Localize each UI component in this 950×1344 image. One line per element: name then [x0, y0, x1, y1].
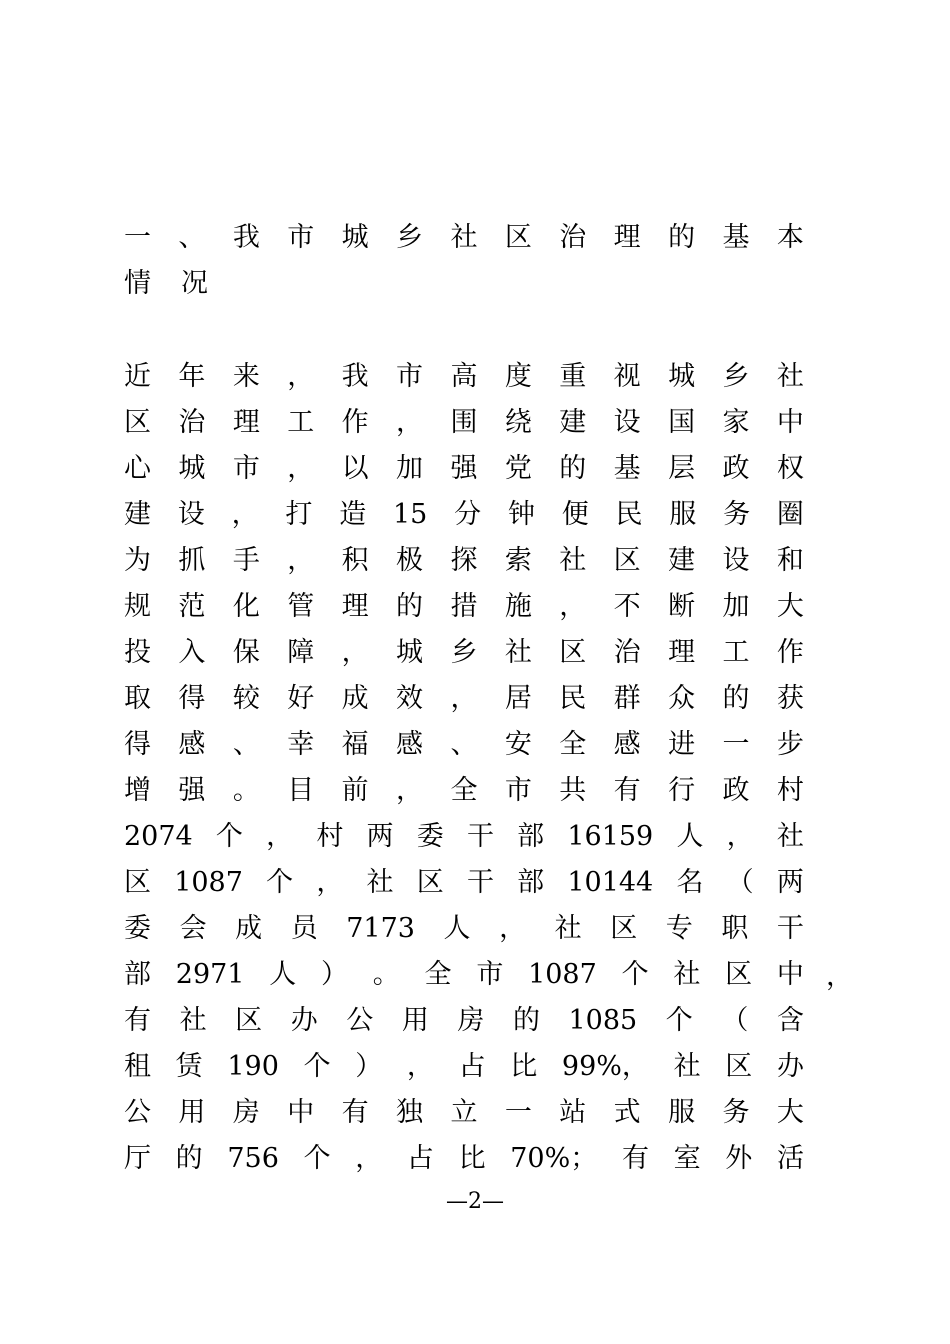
text-token: 有 [613, 775, 641, 806]
body-line [124, 492, 804, 538]
text-token: 全 [559, 729, 587, 760]
text-token: 获 [776, 683, 804, 714]
text-token: 我 [341, 361, 369, 392]
text-token: 办 [290, 1005, 318, 1036]
text-token: ） [355, 1051, 383, 1082]
text-token: 区 [124, 867, 151, 898]
text-token: 委 [124, 913, 151, 944]
body-line [124, 446, 804, 492]
text-token: 共 [559, 775, 587, 806]
text-token: 的 [512, 1005, 540, 1036]
text-token: 务 [723, 499, 751, 530]
text-token: 活 [776, 1143, 804, 1174]
page-number: —2— [446, 1189, 504, 1214]
body-line [124, 814, 804, 860]
text-token: 居 [504, 683, 532, 714]
text-token: 的 [722, 683, 750, 714]
text-token: ， [450, 683, 478, 714]
body-line [124, 1090, 804, 1136]
text-token: 理 [668, 637, 696, 668]
text-token: 市 [287, 222, 315, 253]
text-token: 手 [232, 545, 260, 576]
text-token: 理 [232, 407, 260, 438]
text-token: 基 [613, 453, 641, 484]
text-token: 强 [178, 775, 206, 806]
text-token: ， [559, 591, 587, 622]
heading-line [124, 215, 804, 261]
text-token: ， [316, 867, 344, 898]
text-token: 成 [341, 683, 369, 714]
text-token: 党 [504, 453, 532, 484]
text-token: 福 [341, 729, 369, 760]
text-token: 安 [504, 729, 532, 760]
text-token: 感 [613, 729, 641, 760]
text-token: 有 [621, 1143, 649, 1174]
text-token: 城 [396, 637, 424, 668]
text-token: 区 [559, 637, 587, 668]
text-token: 化 [232, 591, 260, 622]
overflow-punctuation: ， [826, 961, 853, 992]
text-token: 两 [776, 867, 804, 898]
text-token: 外 [725, 1143, 753, 1174]
text-token: 市 [396, 361, 424, 392]
text-token: 区 [610, 913, 638, 944]
text-token: 的 [396, 591, 424, 622]
text-token: 房 [457, 1005, 485, 1036]
body-line [124, 722, 804, 768]
text-token: 公 [124, 1097, 151, 1128]
text-token: 行 [668, 775, 696, 806]
text-token: 名 [676, 867, 704, 898]
text-token: 不 [613, 591, 641, 622]
text-token: 群 [613, 683, 641, 714]
text-token: 圈 [776, 499, 804, 530]
text-token: 有 [341, 1097, 369, 1128]
text-token: 度 [504, 361, 532, 392]
text-token: 中 [776, 959, 804, 990]
text-token: ， [726, 821, 754, 852]
text-token: 幸 [287, 729, 315, 760]
text-token: 分 [454, 499, 482, 530]
text-token: 干 [466, 867, 494, 898]
text-token: 感 [396, 729, 424, 760]
text-token: 2074 [124, 821, 193, 852]
body-line [124, 676, 804, 722]
text-token: 民 [559, 683, 587, 714]
text-token: 村 [316, 821, 344, 852]
text-token: 政 [722, 775, 750, 806]
text-token: 有 [124, 1005, 151, 1036]
text-token: 国 [668, 407, 696, 438]
text-token: 。 [372, 959, 400, 990]
text-token: 市 [232, 453, 260, 484]
text-token: 16159 [567, 821, 654, 852]
text-token: 职 [721, 913, 749, 944]
text-token: 理 [341, 591, 369, 622]
text-token: 员 [290, 913, 318, 944]
text-token: 抓 [178, 545, 206, 576]
body-line [124, 630, 804, 676]
body-line [124, 538, 804, 584]
text-token: 作 [776, 637, 804, 668]
text-token: ， [355, 1143, 383, 1174]
text-token: 社 [776, 821, 804, 852]
text-token: 赁 [175, 1051, 203, 1082]
text-token: 个 [303, 1143, 331, 1174]
text-token: 、 [232, 729, 260, 760]
text-token: 区 [725, 959, 753, 990]
text-token: 心 [124, 453, 151, 484]
text-token: 城 [178, 453, 206, 484]
text-token: 作 [341, 407, 369, 438]
text-token: 社 [559, 545, 587, 576]
text-token: 独 [396, 1097, 424, 1128]
text-token: （ [726, 867, 754, 898]
text-token: 人 [676, 821, 704, 852]
text-token: 社 [554, 913, 582, 944]
text-token: 7173 [346, 913, 415, 944]
text-token: 含 [776, 1005, 804, 1036]
text-token: 民 [615, 499, 643, 530]
text-token: 人 [443, 913, 471, 944]
text-token: 投 [124, 637, 151, 668]
text-token: 高 [450, 361, 478, 392]
text-token: 钟 [507, 499, 535, 530]
text-token: 近 [124, 361, 151, 392]
text-token: 个 [215, 821, 243, 852]
text-token: 用 [178, 1097, 206, 1128]
text-token: ， [341, 637, 369, 668]
text-token: 来 [232, 361, 260, 392]
text-token: ） [321, 959, 349, 990]
text-token: 治 [178, 407, 206, 438]
text-token: 绕 [504, 407, 532, 438]
body-line [124, 768, 804, 814]
text-token: 感 [178, 729, 206, 760]
text-token: 年 [178, 361, 206, 392]
text-token: 人 [269, 959, 297, 990]
text-token: 委 [416, 821, 444, 852]
text-token: ， [406, 1051, 434, 1082]
text-token: 租 [124, 1051, 151, 1082]
text-token: 建 [668, 545, 696, 576]
text-token: 加 [722, 591, 750, 622]
text-token: 和 [776, 545, 804, 576]
text-token: 中 [776, 407, 804, 438]
text-token: 政 [722, 453, 750, 484]
text-token: 社 [504, 637, 532, 668]
text-token: 、 [178, 222, 206, 253]
text-token: 全 [450, 775, 478, 806]
text-token: 打 [285, 499, 313, 530]
text-token: 会 [179, 913, 207, 944]
text-token: 1087 [174, 867, 243, 898]
text-token: 专 [665, 913, 693, 944]
text-token: ， [287, 361, 315, 392]
text-token: 规 [124, 591, 151, 622]
text-token: 190 [227, 1051, 279, 1082]
text-token: （ [721, 1005, 749, 1036]
text-token: 步 [776, 729, 804, 760]
text-token: 好 [287, 683, 315, 714]
text-token: 比 [510, 1051, 538, 1082]
text-token: ， [499, 913, 527, 944]
text-token: 全 [424, 959, 452, 990]
text-token: 设 [613, 407, 641, 438]
text-token: 层 [668, 453, 696, 484]
text-token: 大 [776, 1097, 804, 1128]
text-token: 治 [613, 637, 641, 668]
text-token: 区 [124, 407, 151, 438]
text-token: ， [396, 407, 424, 438]
text-token: 家 [722, 407, 750, 438]
text-token: 两 [366, 821, 394, 852]
text-token: 务 [722, 1097, 750, 1128]
text-token: 情 [124, 268, 151, 299]
text-token: 部 [517, 821, 545, 852]
text-token: 社 [673, 959, 701, 990]
body-line [124, 354, 804, 400]
body-line [124, 400, 804, 446]
text-token: 增 [124, 775, 151, 806]
text-token: 一 [504, 1097, 532, 1128]
heading-line [124, 261, 804, 307]
text-token: 成 [235, 913, 263, 944]
body-line [124, 1044, 804, 1090]
text-token: 障 [287, 637, 315, 668]
text-token: 工 [287, 407, 315, 438]
text-token: 的 [559, 453, 587, 484]
text-token: 加 [396, 453, 424, 484]
text-token: 站 [559, 1097, 587, 1128]
text-token: 干 [776, 913, 804, 944]
text-token: 756 [227, 1143, 279, 1174]
text-token: 取 [124, 683, 151, 714]
text-token: 极 [396, 545, 424, 576]
text-token: 权 [776, 453, 804, 484]
text-token: 重 [559, 361, 587, 392]
text-token: 个 [303, 1051, 331, 1082]
text-token: 设 [177, 499, 205, 530]
text-token: 本 [776, 222, 804, 253]
text-token: 治 [559, 222, 587, 253]
body-line [124, 998, 804, 1044]
text-token: 办 [776, 1051, 804, 1082]
text-token: 围 [450, 407, 478, 438]
text-token: 探 [450, 545, 478, 576]
text-token: 占 [458, 1051, 486, 1082]
text-token: 为 [124, 545, 151, 576]
text-token: 公 [346, 1005, 374, 1036]
body-line [124, 906, 804, 952]
text-token: 乡 [450, 637, 478, 668]
body-paragraph [124, 354, 804, 1182]
text-token: 进 [668, 729, 696, 760]
text-token: 大 [776, 591, 804, 622]
text-token: ， [287, 453, 315, 484]
text-token: 99%， [561, 1051, 649, 1082]
text-token: 造 [339, 499, 367, 530]
text-token: 积 [341, 545, 369, 576]
text-token: 得 [124, 729, 151, 760]
body-line [124, 1136, 804, 1182]
text-token: 室 [673, 1143, 701, 1174]
text-token: 市 [504, 775, 532, 806]
text-token: 施 [504, 591, 532, 622]
text-token: 建 [559, 407, 587, 438]
text-token: 保 [232, 637, 260, 668]
text-token: 断 [668, 591, 696, 622]
text-token: 区 [613, 545, 641, 576]
text-token: 设 [722, 545, 750, 576]
text-token: 理 [613, 222, 641, 253]
text-token: 较 [232, 683, 260, 714]
text-token: 前 [341, 775, 369, 806]
text-token: 个 [665, 1005, 693, 1036]
text-token: 社 [179, 1005, 207, 1036]
body-line [124, 584, 804, 630]
text-token: 区 [416, 867, 444, 898]
text-token: 70%； [510, 1143, 598, 1174]
text-token: 立 [450, 1097, 478, 1128]
text-token: 工 [722, 637, 750, 668]
text-token: 的 [668, 222, 696, 253]
text-token: 10144 [567, 867, 654, 898]
text-token: 式 [613, 1097, 641, 1128]
text-token: 索 [504, 545, 532, 576]
text-token: 一 [124, 222, 151, 253]
text-token: 市 [476, 959, 504, 990]
text-token: 15 [392, 499, 428, 530]
text-token: 乡 [722, 361, 750, 392]
text-token: 服 [669, 499, 697, 530]
text-token: ， [396, 775, 424, 806]
text-token: 部 [517, 867, 545, 898]
text-token: 的 [175, 1143, 203, 1174]
text-token: 一 [722, 729, 750, 760]
text-token: 得 [178, 683, 206, 714]
text-token: 管 [287, 591, 315, 622]
text-token: 厅 [124, 1143, 151, 1174]
text-token: 社 [366, 867, 394, 898]
text-token: 部 [124, 959, 151, 990]
text-token: ， [287, 545, 315, 576]
text-token: 入 [178, 637, 206, 668]
text-token: 视 [613, 361, 641, 392]
text-token: 目 [287, 775, 315, 806]
text-token: 区 [235, 1005, 263, 1036]
text-token: 强 [450, 453, 478, 484]
text-token: 。 [232, 775, 260, 806]
text-token: 占 [406, 1143, 434, 1174]
text-token: 社 [776, 361, 804, 392]
text-token: 房 [232, 1097, 260, 1128]
text-token: 、 [450, 729, 478, 760]
text-token: 村 [776, 775, 804, 806]
text-token: 服 [668, 1097, 696, 1128]
body-line [124, 952, 804, 998]
text-token: ， [266, 821, 294, 852]
text-token: 1085 [568, 1005, 638, 1036]
text-token: 中 [287, 1097, 315, 1128]
text-token: 建 [124, 499, 151, 530]
text-token: 2971 [175, 959, 245, 990]
text-token: 措 [450, 591, 478, 622]
text-token: 1087 [528, 959, 597, 990]
section-heading [124, 215, 804, 307]
text-token: 城 [341, 222, 369, 253]
text-token: 乡 [396, 222, 424, 253]
text-token: 个 [621, 959, 649, 990]
text-token: 我 [232, 222, 260, 253]
text-token: 用 [401, 1005, 429, 1036]
text-token: 以 [341, 453, 369, 484]
text-token: 便 [561, 499, 589, 530]
text-token: 基 [722, 222, 750, 253]
text-token: 个 [266, 867, 294, 898]
text-token: 城 [668, 361, 696, 392]
body-line [124, 860, 804, 906]
text-token: 社 [673, 1051, 701, 1082]
text-token: ， [231, 499, 259, 530]
text-token: 效 [396, 683, 424, 714]
text-token: 比 [458, 1143, 486, 1174]
text-token: 范 [178, 591, 206, 622]
text-token: 区 [725, 1051, 753, 1082]
text-token: 况 [181, 268, 208, 299]
text-token: 干 [466, 821, 494, 852]
text-token: 众 [668, 683, 696, 714]
text-token: 社 [450, 222, 478, 253]
text-token: 区 [504, 222, 532, 253]
